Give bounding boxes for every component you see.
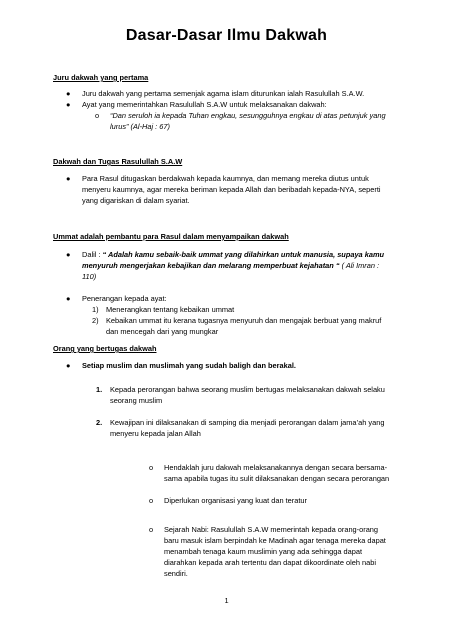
list-number: 1) bbox=[92, 305, 99, 314]
sub-bullet-icon: o bbox=[149, 496, 154, 505]
list-item: diarahkan kepada arah tertentu dan dapat dikoordinate oleh nabi bbox=[164, 558, 377, 567]
bullet-icon: ● bbox=[66, 294, 71, 303]
list-item: sendiri. bbox=[164, 569, 188, 578]
page-number: 1 bbox=[224, 596, 229, 605]
paragraph-line: menyeru kaumnya, agar mereka beriman kepada Allah dan beribadah kepada-NYA, seperti bbox=[82, 185, 381, 194]
bullet-icon: ● bbox=[66, 100, 71, 109]
bullet-icon: ● bbox=[66, 174, 71, 183]
list-item: Kewajipan ini dilaksanakan di samping dia menjadi perorangan dalam jama’ah yang bbox=[110, 418, 385, 427]
list-item: Menerangkan tentang kebaikan ummat bbox=[106, 305, 235, 314]
list-item: menyeru kepada jalan Allah bbox=[110, 429, 201, 438]
list-item: Hendaklah juru dakwah melaksanakannya dengan secara bersama- bbox=[164, 463, 388, 472]
dalil-reference: ( Ali Imran : bbox=[339, 261, 380, 270]
sub-bullet-icon: o bbox=[149, 463, 154, 472]
dalil-line bbox=[82, 261, 379, 271]
list-item: dan mencegah dari yang mungkar bbox=[106, 327, 219, 336]
list-item: Penerangan kepada ayat: bbox=[82, 294, 167, 303]
bullet-icon: ● bbox=[66, 250, 71, 259]
section-heading-dakwah-tugas: Dakwah dan Tugas Rasulullah S.A.W bbox=[53, 157, 183, 166]
list-number: 2. bbox=[96, 418, 103, 427]
list-number: 1. bbox=[96, 385, 103, 394]
list-item: Juru dakwah yang pertama semenjak agama islam diturunkan ialah Rasulullah S.A.W. bbox=[82, 89, 365, 98]
bullet-icon: ● bbox=[66, 89, 71, 98]
list-item: seorang muslim bbox=[110, 396, 163, 405]
sub-bullet-icon: o bbox=[149, 525, 154, 534]
sub-bullet-icon: o bbox=[95, 111, 100, 120]
list-item: Kebaikan ummat itu kerana tugasnya menyuruh dan mengajak berbuat yang makruf bbox=[106, 316, 382, 325]
dalil-quote: menyuruh mengerjakan kebajikan dan melarang memperbuat kejahatan “ bbox=[82, 261, 340, 270]
list-item: Sejarah Nabi: Rasulullah S.A.W memerintah kepada orang-orang bbox=[164, 525, 379, 534]
paragraph-line: Para Rasul ditugaskan berdakwah kepada kaumnya, dan memang mereka diutus untuk bbox=[82, 174, 369, 183]
list-item: sama apabila tugas itu sulit dilaksanakan dengan secara perorangan bbox=[164, 474, 390, 483]
list-item: Diperlukan organisasi yang kuat dan teratur bbox=[164, 496, 307, 505]
list-item: Setiap muslim dan muslimah yang sudah baligh dan berakal. bbox=[82, 361, 296, 370]
dalil-quote: “ Adalah kamu sebaik-baik ummat yang dilahirkan untuk manusia, supaya kamu bbox=[102, 250, 385, 259]
bullet-icon: ● bbox=[66, 361, 71, 370]
section-heading-orang-bertugas: Orang yang bertugas dakwah bbox=[53, 344, 157, 353]
list-item: Kepada perorangan bahwa seorang muslim bertugas melaksanakan dakwah selaku bbox=[110, 385, 385, 394]
paragraph-line: yang digariskan di dalam syariat. bbox=[82, 196, 190, 205]
quote-line: lurus” (Al-Haj : 67) bbox=[110, 122, 170, 131]
list-item: Ayat yang memerintahkan Rasulullah S.A.W untuk melaksanakan dakwah: bbox=[82, 100, 327, 109]
document-title: Dasar-Dasar Ilmu Dakwah bbox=[125, 27, 328, 44]
dalil-label: Dalil : bbox=[82, 250, 103, 259]
dalil-line bbox=[82, 250, 384, 260]
list-number: 2) bbox=[92, 316, 99, 325]
quote-line: “Dan seruloh ia kepada Tuhan engkau, sesungguhnya engkau di atas petunjuk yang bbox=[110, 111, 386, 120]
section-heading-juru-dakwah: Juru dakwah yang pertama bbox=[53, 73, 149, 82]
section-heading-ummat: Ummat adalah pembantu para Rasul dalam menyampaikan dakwah bbox=[53, 232, 289, 241]
list-item: menambah tenaga kaum muslimin yang ada sehingga dapat bbox=[164, 547, 363, 556]
list-item: baru masuk islam berpindah ke Madinah agar tenaga mereka dapat bbox=[164, 536, 386, 545]
dalil-reference: 110) bbox=[82, 272, 97, 281]
